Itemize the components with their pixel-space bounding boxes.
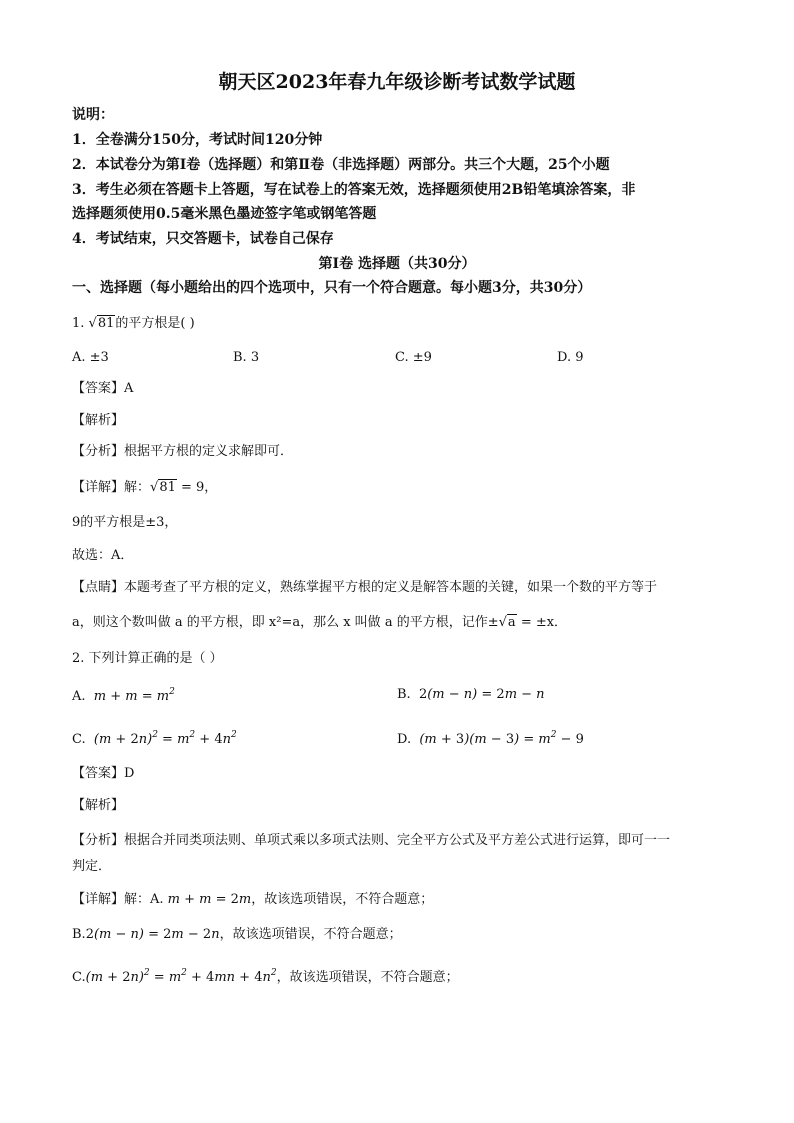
q2-answer: 【答案】D xyxy=(72,766,135,781)
q1-xiangjie xyxy=(72,481,217,494)
xiangjie-eq: = 9 xyxy=(181,480,205,495)
option-label: C. xyxy=(72,732,86,747)
xiangjie-prefix: 【详解】解： xyxy=(72,480,151,495)
q1-option-a: A. ±3 xyxy=(72,350,109,365)
xj-tail: ，故该选项错误，不符合题意； xyxy=(276,970,459,985)
question-number: 1. xyxy=(72,316,85,331)
dianjing-text-end: = ±x． xyxy=(520,615,568,630)
xj-label: 【详解】解：A. xyxy=(72,892,164,907)
question-1 xyxy=(72,317,195,330)
xj-tail: ，故该选项错误，不符合题意； xyxy=(219,927,402,942)
q2-fenxi-1: 【分析】根据合并同类项法则、单项式乘以多项式法则、完全平方公式及平方差公式进行运算，即可一一 xyxy=(72,833,671,848)
note-1: 1．全卷满分150分，考试时间120分钟 xyxy=(72,132,323,148)
section-heading: 一、选择题（每小题给出的四个选项中，只有一个符合题意。每小题3分，共30分） xyxy=(72,280,592,296)
q1-dianjing-1: 【点睛】本题考查了平方根的定义，熟练掌握平方根的定义是解答本题的关键，如果一个数的平方等于 xyxy=(72,580,658,595)
sqrt-symbol: √ xyxy=(498,615,507,630)
note-3-cont: 选择题须使用0.5毫米黑色墨迹签字笔或钢笔答题 xyxy=(72,206,377,222)
q1-dianjing-2: a，则这个数叫做 a 的平方根，即 x²=a，那么 x 叫做 a 的平方根，记作±√a = ±x． xyxy=(72,615,568,630)
radicand-a: a xyxy=(507,615,516,630)
q2-xiangjie-b: B.2(m − n) = 2m − 2n，故该选项错误，不符合题意； xyxy=(72,927,402,942)
q1-fenxi: 【分析】根据平方根的定义求解即可． xyxy=(72,444,294,459)
page-title: 朝天区2023年春九年级诊断考试数学试题 xyxy=(218,71,576,93)
notes-heading: 说明： xyxy=(72,107,114,123)
radicand: 81 xyxy=(159,480,176,495)
q2-analysis-label: 【解析】 xyxy=(72,798,125,813)
option-label: B. xyxy=(397,687,411,702)
sqrt-symbol: √ xyxy=(150,480,159,495)
q2-option-a: A. $m + m = m^2$ xyxy=(72,687,175,704)
q1-answer: 【答案】A xyxy=(72,381,134,396)
q1-option-d: D. 9 xyxy=(557,350,584,365)
option-label: D. xyxy=(397,732,412,747)
xj-label: C. xyxy=(72,970,86,985)
q1-option-b: B. 3 xyxy=(233,350,260,365)
option-label: A. xyxy=(72,689,86,704)
q1-analysis-label: 【解析】 xyxy=(72,413,125,428)
radicand: 81 xyxy=(97,316,115,331)
q2-fenxi-2: 判定． xyxy=(72,859,112,874)
xiangjie-end: ， xyxy=(204,480,218,495)
question-2: 2. 下列计算正确的是（ ） xyxy=(72,651,223,666)
section-title: 第Ⅰ卷 选择题（共30分） xyxy=(318,256,476,272)
note-3: 3．考生必须在答题卡上答题，写在试卷上的答案无效，选择题须使用2B铅笔填涂答案，非 xyxy=(72,182,636,198)
q1-line2: 9的平方根是±3， xyxy=(72,515,178,530)
question-stem: 的平方根是( ) xyxy=(115,316,195,331)
q2-xiangjie-a: 【详解】解：A. m + m = 2m，故该选项错误，不符合题意； xyxy=(72,892,434,907)
q2-option-d: D. $(m + 3)(m - 3) = m^2 - 9$ xyxy=(397,730,584,747)
sqrt-symbol: √ xyxy=(88,316,97,331)
xj-tail: ，故该选项错误，不符合题意； xyxy=(251,892,434,907)
q1-option-c: C. ±9 xyxy=(395,350,432,365)
note-4: 4．考试结束，只交答题卡，试卷自己保存 xyxy=(72,231,334,247)
q2-option-b: B. 2(m − n) = 2m − n xyxy=(397,687,545,702)
dianjing-text: a，则这个数叫做 a 的平方根，即 x²=a，那么 x 叫做 a 的平方根，记作 xyxy=(72,615,488,630)
q2-option-c: C. $(m + 2n)^2 = m^2 + 4n^2$ xyxy=(72,730,237,747)
xj-label: B. xyxy=(72,927,86,942)
note-2: 2．本试卷分为第Ⅰ卷（选择题）和第Ⅱ卷（非选择题）两部分。共三个大题，25个小题 xyxy=(72,157,610,173)
q2-xiangjie-c: $C.(m + 2n)^2 = m^2 + 4mn + 4n^2$，故该选项错误，不符合题意； xyxy=(72,968,459,985)
q1-choose: 故选：A． xyxy=(72,548,134,563)
